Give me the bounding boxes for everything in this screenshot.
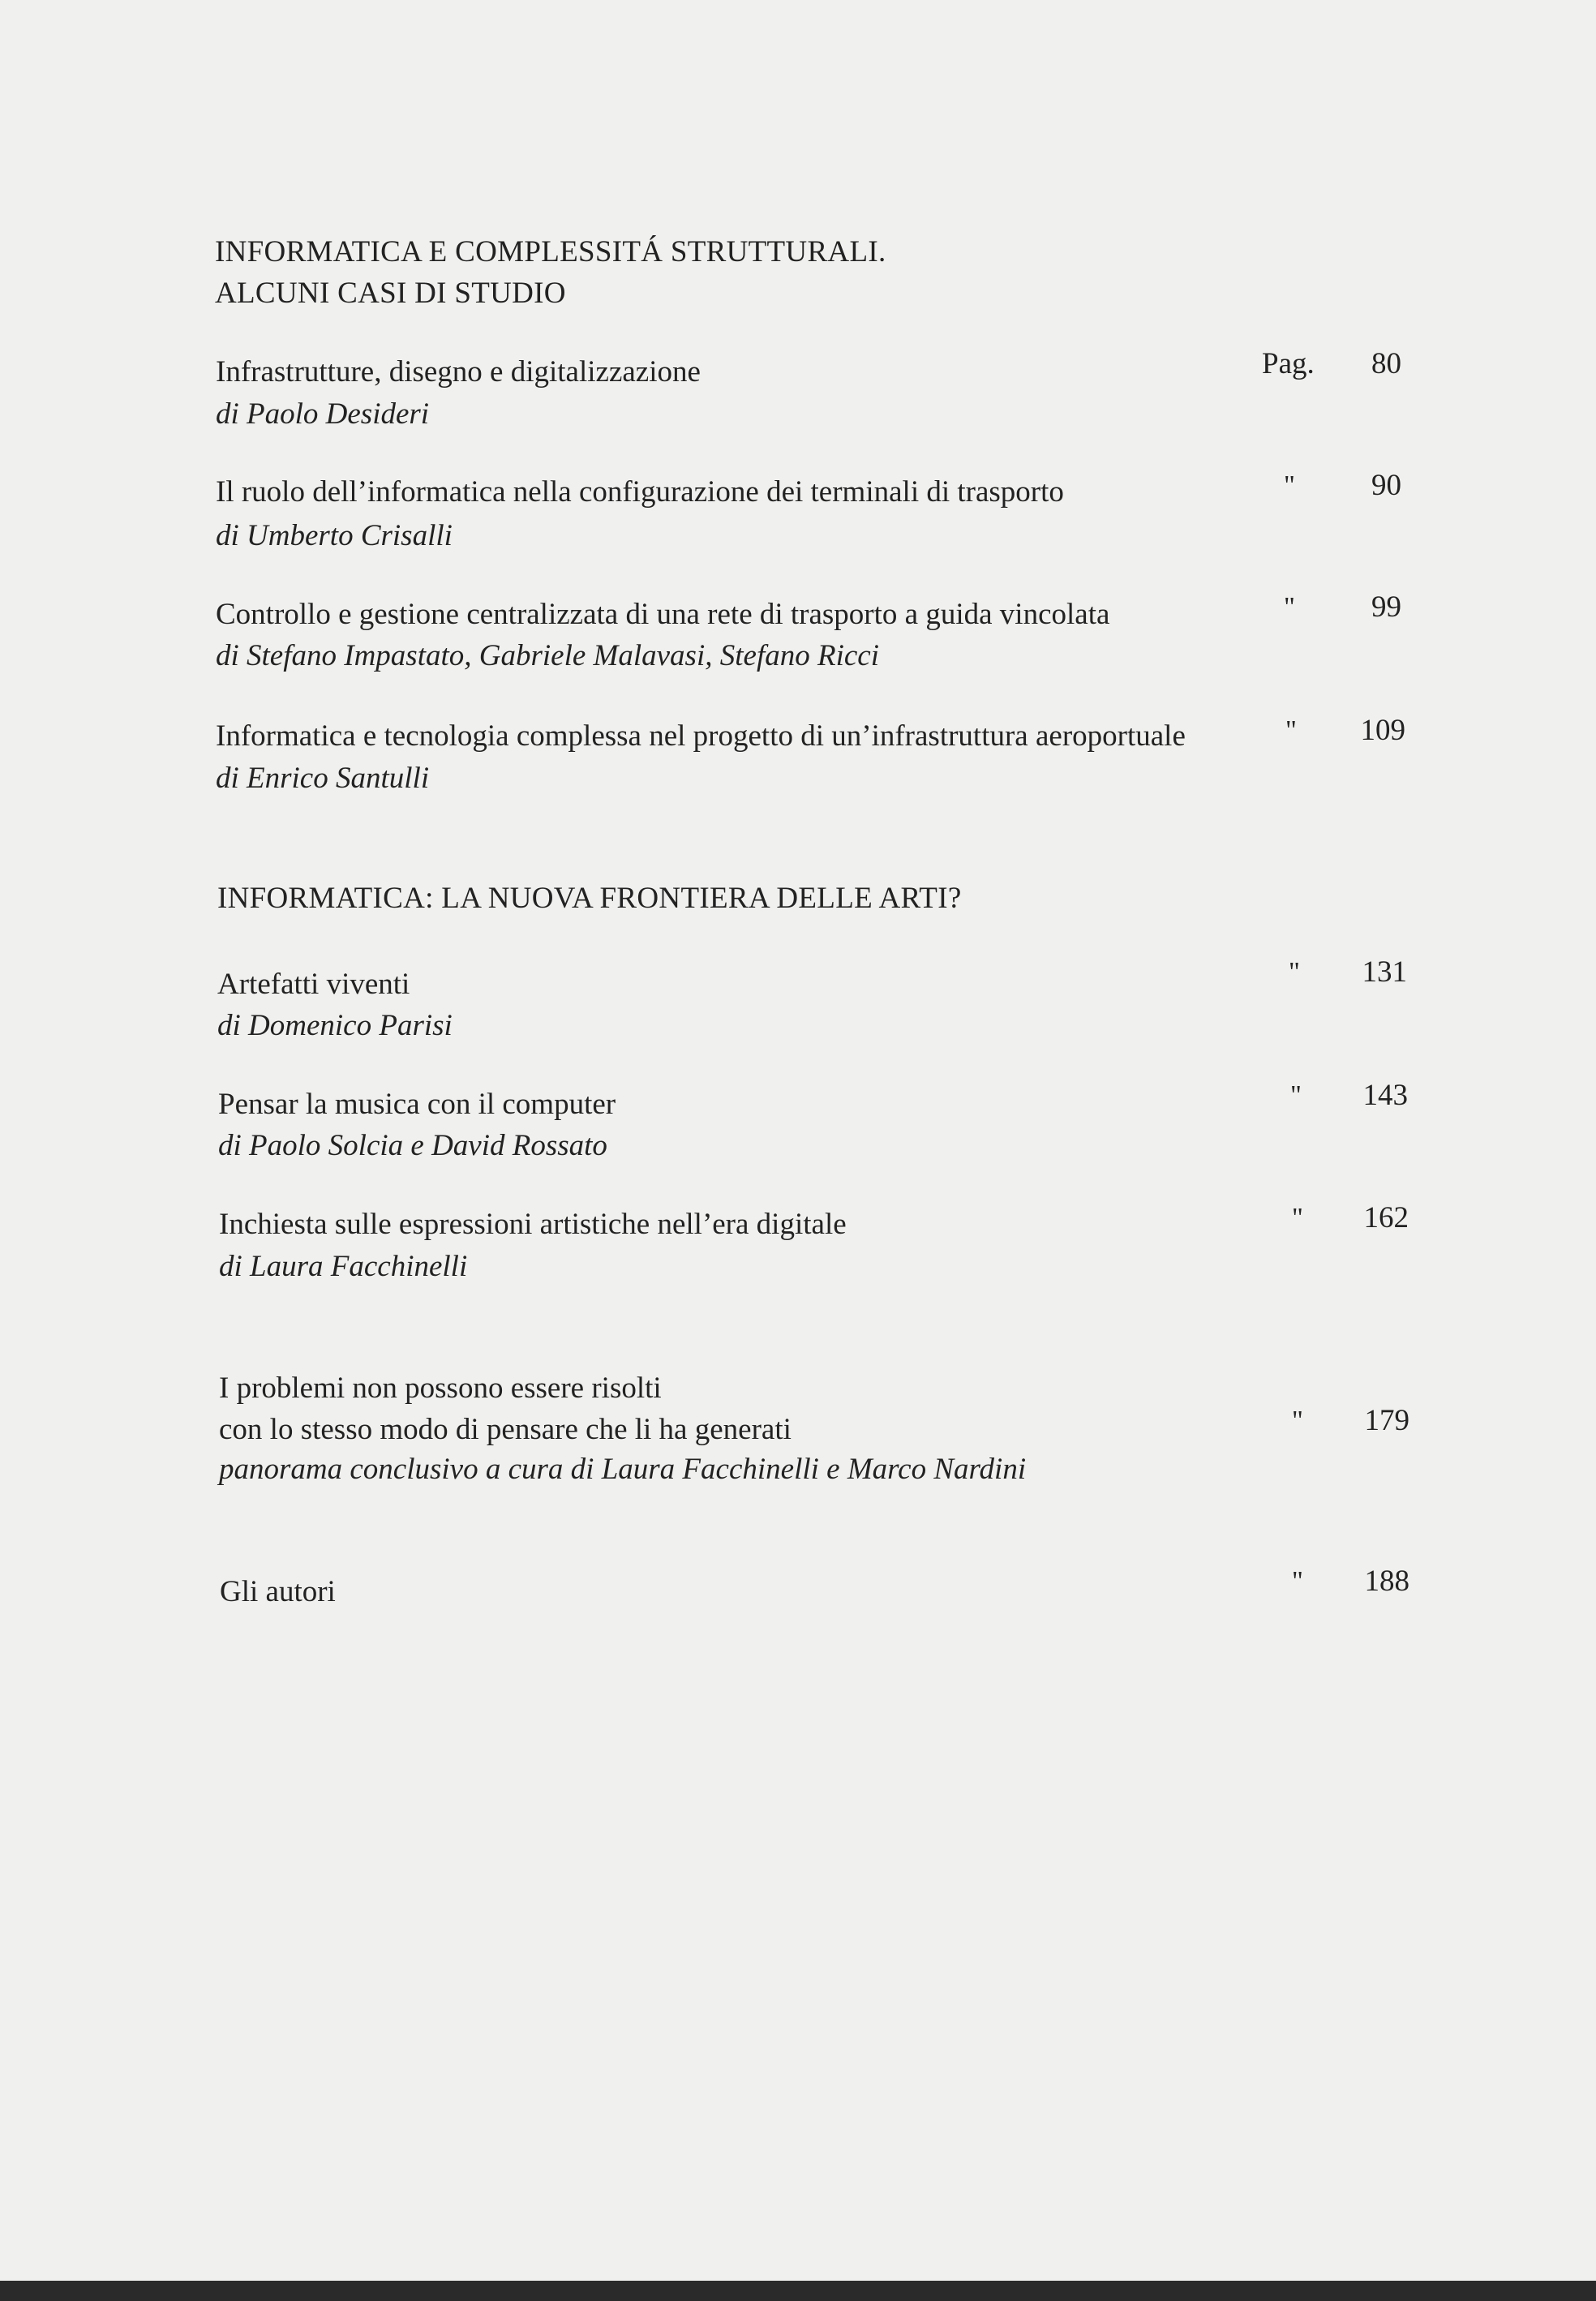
entry-page-number: 162 [1363, 1201, 1409, 1234]
entry-page-number: 179 [1364, 1404, 1409, 1437]
entry-title: Pensar la musica con il computer [218, 1088, 616, 1121]
ditto-mark: " [1285, 715, 1297, 745]
entry-title: Il ruolo dell’informatica nella configurazione dei terminali di trasporto [216, 475, 1064, 509]
entry-author: di Enrico Santulli [216, 762, 430, 795]
ditto-mark: " [1284, 592, 1295, 622]
section-heading: INFORMATICA E COMPLESSITÁ STRUTTURALI. [215, 235, 886, 268]
ditto-mark: " [1292, 1406, 1303, 1436]
entry-author: di Umberto Crisalli [216, 519, 453, 552]
entry-title: Gli autori [220, 1575, 336, 1608]
entry-title-line1: I problemi non possono essere risolti [219, 1372, 662, 1405]
entry-author: di Paolo Desideri [216, 397, 430, 431]
entry-title: Infrastrutture, disegno e digitalizzazione [216, 355, 701, 389]
entry-page-number: 90 [1371, 469, 1401, 502]
ditto-mark: " [1289, 957, 1300, 987]
entry-title: Inchiesta sulle espressioni artistiche nell’era digitale [219, 1208, 847, 1241]
page-label: Pag. [1262, 347, 1315, 380]
section-heading: INFORMATICA: LA NUOVA FRONTIERA DELLE ARTI? [217, 882, 962, 915]
ditto-mark: " [1292, 1566, 1303, 1596]
entry-title: Controllo e gestione centralizzata di una rete di trasporto a guida vincolata [216, 598, 1110, 631]
entry-author: di Laura Facchinelli [219, 1250, 468, 1283]
entry-page-number: 99 [1371, 590, 1401, 624]
entry-title: Artefatti viventi [217, 968, 410, 1001]
entry-title-line2: con lo stesso modo di pensare che li ha generati [219, 1413, 792, 1446]
entry-page-number: 80 [1371, 347, 1401, 380]
section-heading-line2: ALCUNI CASI DI STUDIO [215, 277, 566, 310]
scan-edge [0, 2281, 1596, 2301]
entry-page-number: 188 [1364, 1565, 1409, 1598]
entry-author: panorama conclusivo a cura di Laura Facchinelli e Marco Nardini [219, 1453, 1027, 1486]
ditto-mark: " [1292, 1203, 1303, 1233]
entry-author: di Stefano Impastato, Gabriele Malavasi, Stefano Ricci [216, 639, 879, 672]
ditto-mark: " [1284, 470, 1295, 500]
ditto-mark: " [1290, 1080, 1302, 1110]
entry-page-number: 131 [1362, 955, 1407, 989]
entry-page-number: 109 [1360, 714, 1405, 747]
entry-page-number: 143 [1362, 1079, 1408, 1112]
entry-author: di Paolo Solcia e David Rossato [218, 1129, 607, 1162]
entry-author: di Domenico Parisi [217, 1009, 453, 1042]
entry-title: Informatica e tecnologia complessa nel progetto di un’infrastruttura aeroportuale [216, 719, 1186, 753]
